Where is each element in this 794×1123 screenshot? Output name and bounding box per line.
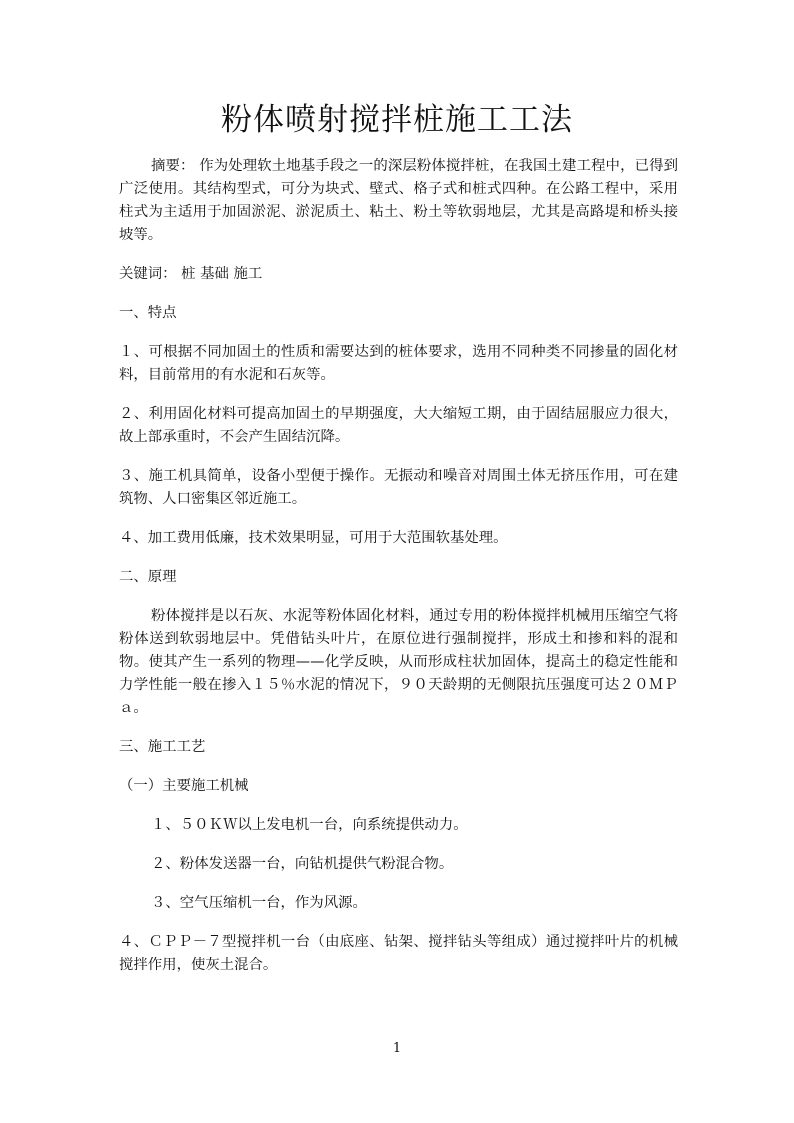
section-heading-principle: 二、原理 <box>119 569 177 585</box>
feature-item: １、可根据不同加固土的性质和需要达到的桩体要求，选用不同种类不同掺量的固化材料，目前常用的有水泥和石灰等。 <box>119 344 678 383</box>
subsection-heading-machinery: （一）主要施工机械 <box>119 778 249 794</box>
machinery-item: ２、粉体发送器一台，向钻机提供气粉混合物。 <box>151 856 454 872</box>
feature-item: ３、施工机具简单，设备小型便于操作。无振动和噪音对周围土体无挤压作用，可在建筑物、人口密集区邻近施工。 <box>119 468 678 507</box>
section-heading-features: 一、特点 <box>119 305 177 321</box>
abstract-paragraph: 摘要： 作为处理软土地基手段之一的深层粉体搅拌桩，在我国土建工程中，已得到广泛使用。其结构型式，可分为块式、壁式、格子式和桩式四种。在公路工程中，采用柱式为主适用于加固淤泥、淤泥质土、粘土、粉土等软弱地层，尤其是高路堤和桥头接坡等。 <box>119 158 678 243</box>
feature-item: ２、利用固化材料可提高加固土的早期强度，大大缩短工期，由于固结屈服应力很大，故上部承重时，不会产生固结沉降。 <box>119 406 678 445</box>
keywords-line: 关键词： 桩 基础 施工 <box>119 266 263 282</box>
principle-paragraph: 粉体搅拌是以石灰、水泥等粉体固化材料，通过专用的粉体搅拌机械用压缩空气将粉体送到软弱地层中。凭借钻头叶片，在原位进行强制搅拌，形成土和掺和料的混和物。使其产生一系列的物理——化学反映，从而形成柱状加固体，提高土的稳定性能和力学性能一般在掺入１５％水泥的情况下，９０天龄期的无侧限抗压强度可达２０ＭＰａ。 <box>119 608 678 716</box>
page-number: 1 <box>392 1041 402 1056</box>
machinery-item: １、５０ＫＷ以上发电机一台，向系统提供动力。 <box>151 817 468 833</box>
document-body <box>119 155 678 993</box>
machinery-item: ４、ＣＰＰ－７型搅拌机一台（由底座、钻架、搅拌钻头等组成）通过搅拌叶片的机械搅拌作用，使灰土混合。 <box>119 934 678 973</box>
document-title: 粉体喷射搅拌桩施工工法 <box>221 102 573 138</box>
machinery-item: ３、空气压缩机一台，作为风源。 <box>151 895 367 911</box>
feature-item: ４、加工费用低廉，技术效果明显，可用于大范围软基处理。 <box>119 530 508 546</box>
section-heading-process: 三、施工工艺 <box>119 739 206 755</box>
